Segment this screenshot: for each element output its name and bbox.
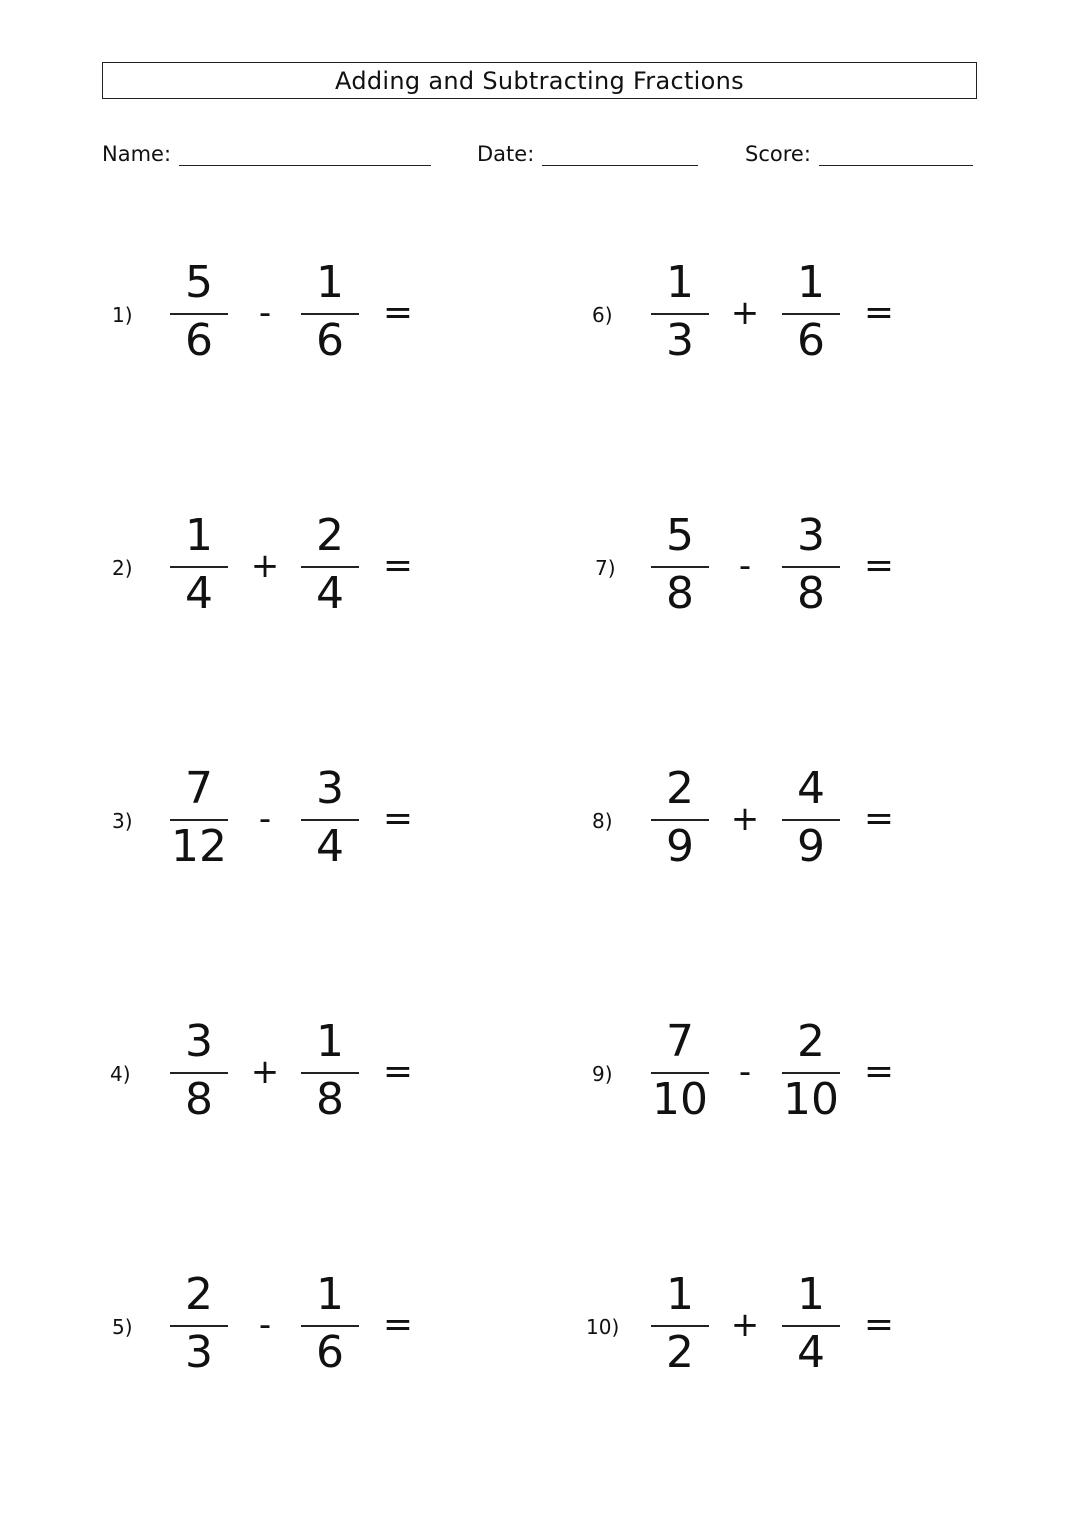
problem-number: 6) [592, 303, 613, 327]
numerator: 1 [316, 1016, 344, 1067]
date-blank-line[interactable] [542, 141, 698, 166]
denominator: 6 [316, 315, 344, 366]
fraction-b [782, 764, 840, 884]
denominator: 9 [666, 821, 694, 872]
fraction-a [651, 1017, 709, 1137]
numerator: 1 [666, 1269, 694, 1320]
denominator: 6 [797, 315, 825, 366]
problem-number: 1) [112, 303, 133, 327]
name-field[interactable] [102, 138, 431, 166]
operator: + [250, 1052, 280, 1092]
denominator: 4 [316, 568, 344, 619]
operator: - [258, 1305, 272, 1345]
fraction-a [651, 258, 709, 378]
fraction-b [782, 258, 840, 378]
equals-sign: = [863, 798, 895, 839]
equals-sign: = [382, 1051, 414, 1092]
problem-10 [0, 1270, 1080, 1390]
equals-sign: = [863, 1304, 895, 1345]
numerator: 4 [797, 763, 825, 814]
date-label: Date: [477, 142, 535, 166]
equals-sign: = [382, 292, 414, 333]
fraction-a [651, 764, 709, 884]
equals-sign: = [382, 545, 414, 586]
numerator: 2 [316, 510, 344, 561]
problem-number: 5) [112, 1315, 133, 1339]
equals-sign: = [863, 292, 895, 333]
fraction-a [651, 1270, 709, 1390]
problem-number: 4) [110, 1062, 131, 1086]
denominator: 4 [797, 1327, 825, 1378]
numerator: 7 [666, 1016, 694, 1067]
numerator: 2 [185, 1269, 213, 1320]
fraction-b [782, 511, 840, 631]
date-field[interactable] [477, 138, 698, 166]
denominator: 6 [316, 1327, 344, 1378]
numerator: 3 [185, 1016, 213, 1067]
operator: + [730, 1305, 760, 1345]
denominator: 8 [797, 568, 825, 619]
operator: - [738, 1052, 752, 1092]
fraction-b [782, 1017, 840, 1137]
denominator: 4 [316, 821, 344, 872]
operator: + [250, 546, 280, 586]
denominator: 8 [666, 568, 694, 619]
numerator: 2 [797, 1016, 825, 1067]
numerator: 1 [797, 257, 825, 308]
name-label: Name: [102, 142, 172, 166]
equals-sign: = [382, 1304, 414, 1345]
denominator: 10 [652, 1074, 708, 1125]
problem-8 [0, 764, 1080, 884]
operator: + [730, 799, 760, 839]
numerator: 1 [666, 257, 694, 308]
denominator: 10 [783, 1074, 839, 1125]
fraction-b [782, 1270, 840, 1390]
problem-number: 8) [592, 809, 613, 833]
numerator: 3 [316, 763, 344, 814]
fraction-a [651, 511, 709, 631]
numerator: 1 [316, 1269, 344, 1320]
equals-sign: = [863, 1051, 895, 1092]
worksheet-title: Adding and Subtracting Fractions [102, 62, 977, 99]
problem-number: 3) [112, 809, 133, 833]
problem-number: 2) [112, 556, 133, 580]
score-label: Score: [745, 142, 811, 166]
problem-number: 7) [595, 556, 616, 580]
denominator: 8 [185, 1074, 213, 1125]
operator: - [738, 546, 752, 586]
numerator: 1 [316, 257, 344, 308]
operator: - [258, 799, 272, 839]
numerator: 2 [666, 763, 694, 814]
denominator: 6 [185, 315, 213, 366]
problem-9 [0, 1017, 1080, 1137]
problem-number: 9) [592, 1062, 613, 1086]
score-field[interactable] [745, 138, 973, 166]
numerator: 5 [185, 257, 213, 308]
denominator: 9 [797, 821, 825, 872]
numerator: 1 [797, 1269, 825, 1320]
numerator: 5 [666, 510, 694, 561]
denominator: 3 [185, 1327, 213, 1378]
denominator: 4 [185, 568, 213, 619]
name-blank-line[interactable] [179, 141, 431, 166]
numerator: 3 [797, 510, 825, 561]
score-blank-line[interactable] [819, 141, 973, 166]
equals-sign: = [863, 545, 895, 586]
denominator: 8 [316, 1074, 344, 1125]
problem-6 [0, 258, 1080, 378]
problem-number: 10) [586, 1315, 620, 1339]
denominator: 2 [666, 1327, 694, 1378]
denominator: 3 [666, 315, 694, 366]
operator: - [258, 293, 272, 333]
numerator: 7 [185, 763, 213, 814]
equals-sign: = [382, 798, 414, 839]
denominator: 12 [171, 821, 227, 872]
operator: + [730, 293, 760, 333]
numerator: 1 [185, 510, 213, 561]
problem-7 [0, 511, 1080, 631]
